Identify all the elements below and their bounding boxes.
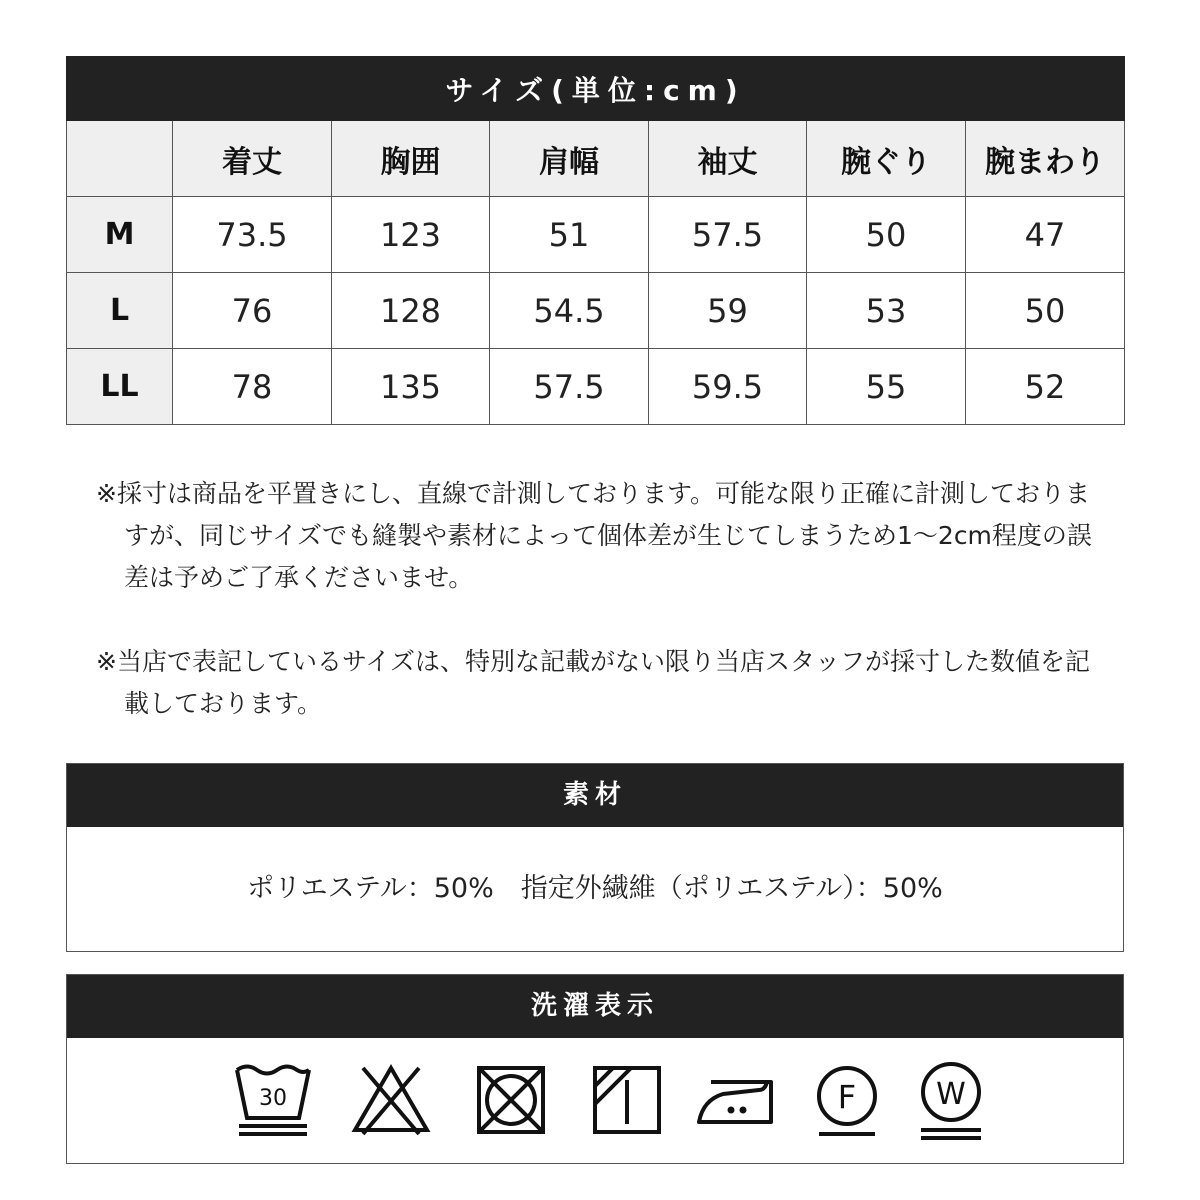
table-cell: 52 — [966, 349, 1125, 425]
wet-clean-label: W — [936, 1077, 966, 1112]
table-cell: 50 — [966, 273, 1125, 349]
size-note: ※当店で表記しているサイズは、特別な記載がない限り当店スタッフが採寸した数値を記載しております。 — [96, 647, 1090, 718]
dry-clean-label: F — [837, 1078, 857, 1116]
care-section — [66, 974, 1124, 1164]
table-cell: 53 — [807, 273, 966, 349]
table-cell: 59 — [649, 273, 807, 349]
material-text: ポリエステル：50% 指定外繊維（ポリエステル）：50% — [247, 873, 943, 904]
size-table-title: サイズ(単位:cm) — [67, 57, 1125, 121]
column-header: 肩幅 — [490, 121, 649, 197]
table-cell: 57.5 — [490, 349, 649, 425]
table-cell: 59.5 — [649, 349, 807, 425]
line-dry-shade-icon — [587, 1060, 667, 1140]
measurement-note: ※採寸は商品を平置きにし、直線で計測しております。可能な限り正確に計測しておりますが、同じサイズでも縫製や素材によって個体差が生じてしまうため1〜2cm程度の誤差は予めご了承くださいませ。 — [96, 479, 1092, 592]
no-tumble-dry-icon — [471, 1060, 551, 1140]
iron-low-medium-icon — [693, 1060, 777, 1140]
table-cell: 128 — [332, 273, 490, 349]
table-cell: 73.5 — [173, 197, 332, 273]
table-cell: 78 — [173, 349, 332, 425]
wash-tub-30-icon — [233, 1060, 313, 1140]
care-icons — [67, 1038, 1123, 1163]
column-header: 腕まわり — [966, 121, 1125, 197]
column-header: 袖丈 — [649, 121, 807, 197]
no-bleach-icon — [351, 1060, 431, 1140]
table-row — [67, 197, 1125, 273]
material-title: 素材 — [67, 764, 1123, 827]
wet-clean-w-icon — [911, 1060, 991, 1144]
size-label: L — [67, 273, 173, 349]
table-cell: 51 — [490, 197, 649, 273]
column-header: 腕ぐり — [807, 121, 966, 197]
table-cell: 50 — [807, 197, 966, 273]
table-cell: 54.5 — [490, 273, 649, 349]
table-cell: 135 — [332, 349, 490, 425]
column-header: 着丈 — [173, 121, 332, 197]
size-label: M — [67, 197, 173, 273]
material-section — [66, 763, 1124, 952]
column-header: 胸囲 — [332, 121, 490, 197]
table-row — [67, 349, 1125, 425]
care-title: 洗濯表示 — [67, 975, 1123, 1038]
dry-clean-f-icon — [807, 1060, 887, 1140]
table-cell: 55 — [807, 349, 966, 425]
size-label: LL — [67, 349, 173, 425]
table-cell: 57.5 — [649, 197, 807, 273]
table-cell: 76 — [173, 273, 332, 349]
size-table — [66, 56, 1125, 425]
wash-temp-label: 30 — [259, 1086, 287, 1111]
table-row — [67, 273, 1125, 349]
table-cell: 47 — [966, 197, 1125, 273]
table-cell: 123 — [332, 197, 490, 273]
header-corner — [67, 121, 173, 197]
